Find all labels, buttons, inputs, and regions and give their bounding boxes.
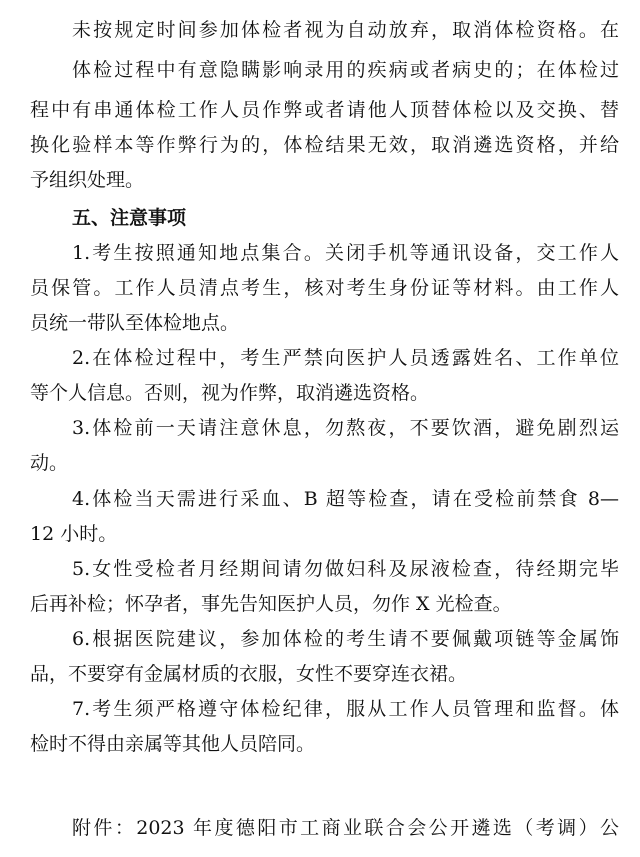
note-line: 后再补检；怀孕者，事先告知医护人员，勿作 X 光检查。	[30, 593, 512, 615]
note-line: 2.在体检过程中，考生严禁向医护人员透露姓名、工作单位	[72, 347, 619, 369]
paragraph-line: 程中有串通体检工作人员作弊或者请他人顶替体检以及交换、替	[30, 99, 619, 121]
note-line: 3.体检前一天请注意休息，勿熬夜，不要饮酒，避免剧烈运	[72, 417, 619, 439]
note-line: 检时不得由亲属等其他人员陪同。	[30, 733, 316, 755]
note-line: 12 小时。	[30, 523, 118, 545]
attachment-line: 附件：2023 年度德阳市工商业联合会公开遴选（考调）公	[72, 817, 619, 839]
note-line: 5.女性受检者月经期间请勿做妇科及尿液检查，待经期完毕	[72, 558, 619, 580]
paragraph-line: 体检过程中有意隐瞒影响录用的疾病或者病史的；在体检过	[72, 59, 619, 81]
note-line: 员保管。工作人员清点考生，核对考生身份证等材料。由工作人	[30, 277, 619, 299]
note-line: 1.考生按照通知地点集合。关闭手机等通讯设备，交工作人	[72, 242, 619, 264]
note-line: 动。	[30, 452, 69, 474]
paragraph-line: 予组织处理。	[30, 169, 145, 191]
note-line: 品，不要穿有金属材质的衣服，女性不要穿连衣裙。	[30, 663, 468, 685]
note-line: 7.考生须严格遵守体检纪律，服从工作人员管理和监督。体	[72, 698, 619, 720]
note-line: 6.根据医院建议，参加体检的考生请不要佩戴项链等金属饰	[72, 628, 619, 650]
paragraph-line: 未按规定时间参加体检者视为自动放弃，取消体检资格。在	[72, 19, 619, 41]
note-line: 员统一带队至体检地点。	[30, 312, 240, 334]
note-line: 4.体检当天需进行采血、B 超等检查，请在受检前禁食 8—	[72, 488, 619, 510]
note-line: 等个人信息。否则，视为作弊，取消遴选资格。	[30, 382, 430, 404]
paragraph-line: 换化验样本等作弊行为的，体检结果无效，取消遴选资格，并给	[30, 134, 619, 156]
section-heading: 五、注意事项	[72, 207, 187, 229]
